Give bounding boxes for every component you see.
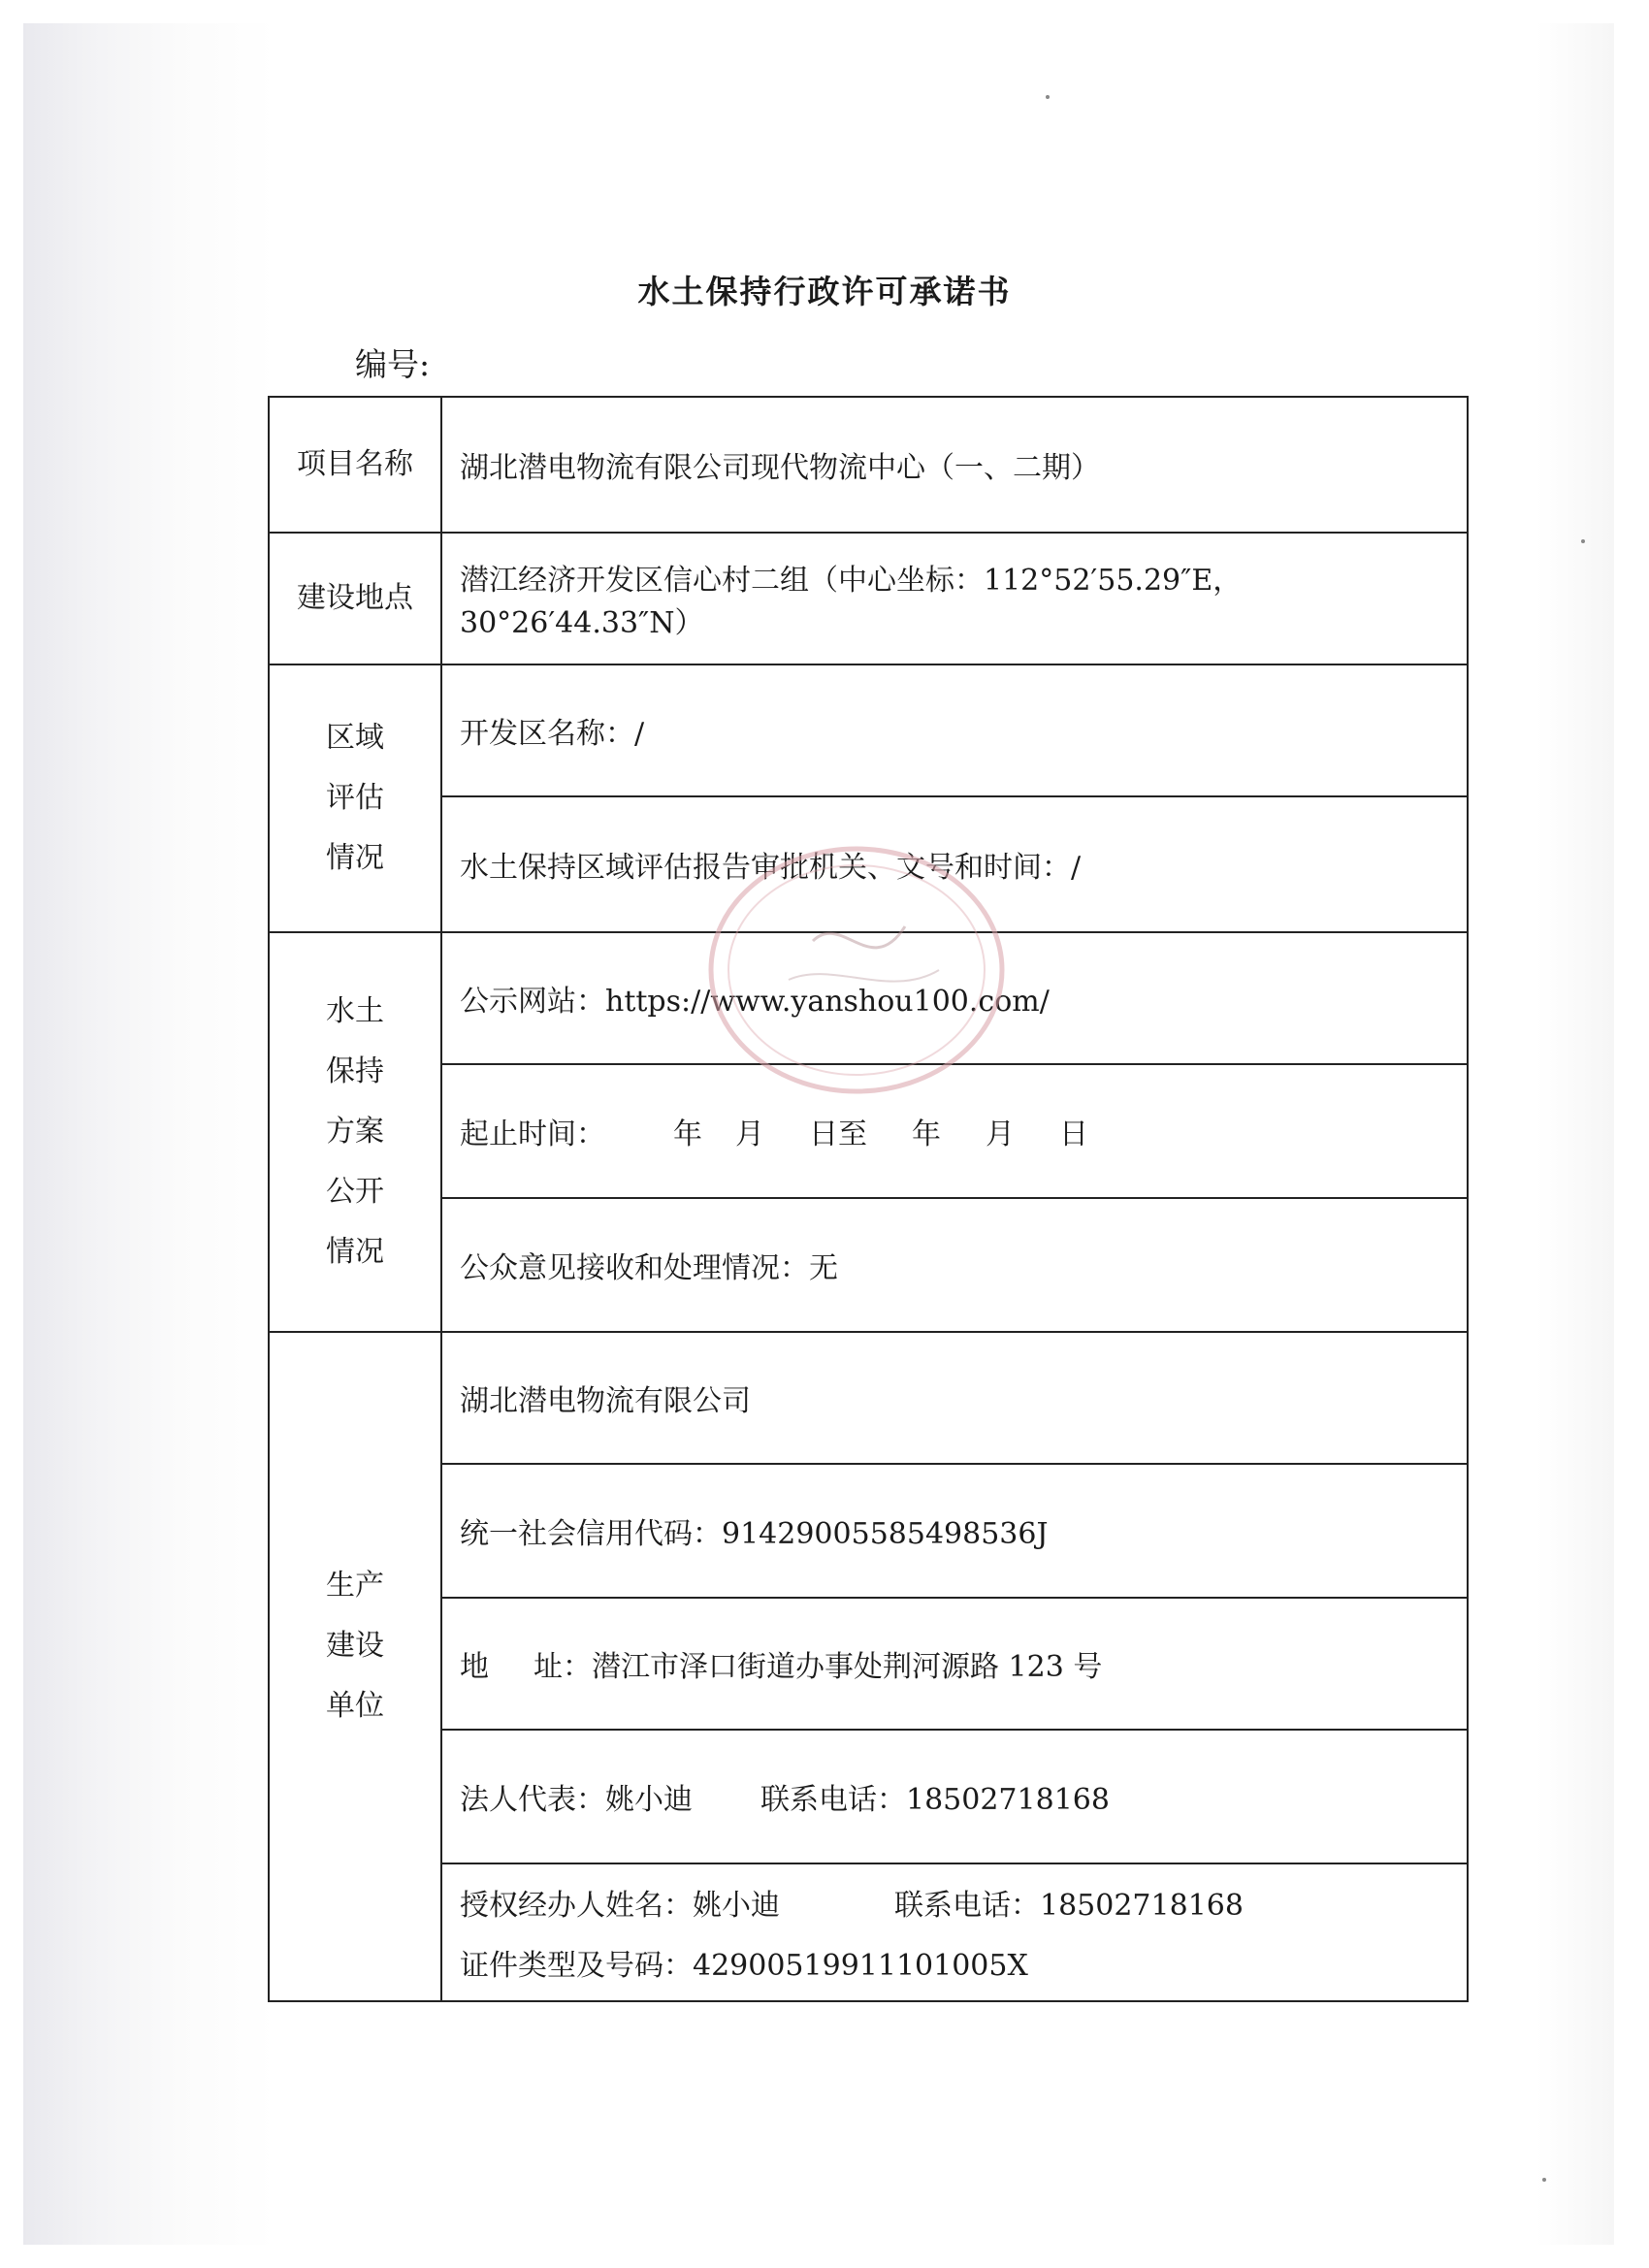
- regional-label-line-1: 区域: [326, 721, 384, 755]
- disclosure-label-line-4: 公开: [326, 1175, 384, 1209]
- agent-line: [460, 1881, 1449, 1924]
- row-agent: [269, 1863, 1468, 2001]
- legal-rep-name: 法人代表：姚小迪: [460, 1783, 693, 1817]
- row-report-approval: [269, 796, 1468, 932]
- agent-phone: 联系电话：18502718168: [894, 1889, 1244, 1923]
- period-label: 起止时间：: [460, 1118, 605, 1151]
- row-location: [269, 533, 1468, 664]
- location-value: 潜江经济开发区信心村二组（中心坐标：112°52′55.29″E，30°26′44.33″N）: [441, 533, 1468, 664]
- disclosure-label-line-1: 水土: [326, 994, 384, 1028]
- project-name-value: 湖北潜电物流有限公司现代物流中心（一、二期）: [441, 397, 1468, 533]
- public-feedback: 公众意见接收和处理情况：无: [441, 1198, 1468, 1332]
- period-month-end: 月: [986, 1118, 1015, 1151]
- period-year-end: 年: [912, 1118, 941, 1151]
- row-project-name: [269, 397, 1468, 533]
- disclosure-label-line-2: 保持: [326, 1054, 384, 1088]
- agent-id-info: 证件类型及号码：42900519911101005X: [460, 1949, 1028, 1983]
- regional-label-line-2: 评估: [326, 781, 384, 815]
- agent-name: 授权经办人姓名：姚小迪: [460, 1889, 780, 1923]
- row-company: [269, 1332, 1468, 1464]
- builder-label-line-2: 建设: [326, 1629, 384, 1663]
- plan-disclosure-label: [269, 932, 441, 1332]
- builder-credit-code: 统一社会信用代码：91429005585498536J: [441, 1464, 1468, 1598]
- address-value: 潜江市泽口街道办事处荆河源路 123 号: [592, 1650, 1103, 1684]
- commitment-form-table: [268, 396, 1469, 2002]
- row-legal-rep: [269, 1730, 1468, 1863]
- location-label: 建设地点: [269, 533, 441, 664]
- builder-legal-rep: [441, 1730, 1468, 1863]
- period-year-start: 年: [673, 1118, 702, 1151]
- address-label-char-1: 地: [460, 1650, 489, 1684]
- disclosure-label-line-5: 情况: [326, 1235, 384, 1269]
- report-approval: 水土保持区域评估报告审批机关、文号和时间：/: [441, 796, 1468, 932]
- legal-rep-phone: 联系电话：18502718168: [760, 1783, 1110, 1817]
- builder-company: 湖北潜电物流有限公司: [441, 1332, 1468, 1464]
- address-label-char-2: 址：: [534, 1650, 592, 1684]
- disclosure-label-line-3: 方案: [326, 1115, 384, 1149]
- row-period: [269, 1064, 1468, 1198]
- row-credit-code: [269, 1464, 1468, 1598]
- document-title: 水土保持行政许可承诺书: [637, 273, 1012, 310]
- disclosure-period: [441, 1064, 1468, 1198]
- row-website: [269, 932, 1468, 1064]
- row-dev-zone: [269, 664, 1468, 796]
- dev-zone-name: 开发区名称：/: [441, 664, 1468, 796]
- period-month-start: 月: [735, 1118, 764, 1151]
- builder-address: [441, 1598, 1468, 1730]
- project-name-label: 项目名称: [269, 397, 441, 533]
- builder-label-line-1: 生产: [326, 1569, 384, 1603]
- regional-assessment-label: [269, 664, 441, 932]
- disclosure-website: 公示网站：https://www.yanshou100.com/: [441, 932, 1468, 1064]
- builder-agent: [441, 1863, 1468, 2001]
- row-public-feedback: [269, 1198, 1468, 1332]
- number-label: 编号:: [355, 345, 431, 383]
- row-address: [269, 1598, 1468, 1730]
- builder-label-line-3: 单位: [326, 1689, 384, 1723]
- period-day-start: 日至: [809, 1118, 867, 1151]
- period-day-end: 日: [1059, 1118, 1088, 1151]
- builder-label: [269, 1332, 441, 2001]
- regional-label-line-3: 情况: [326, 841, 384, 875]
